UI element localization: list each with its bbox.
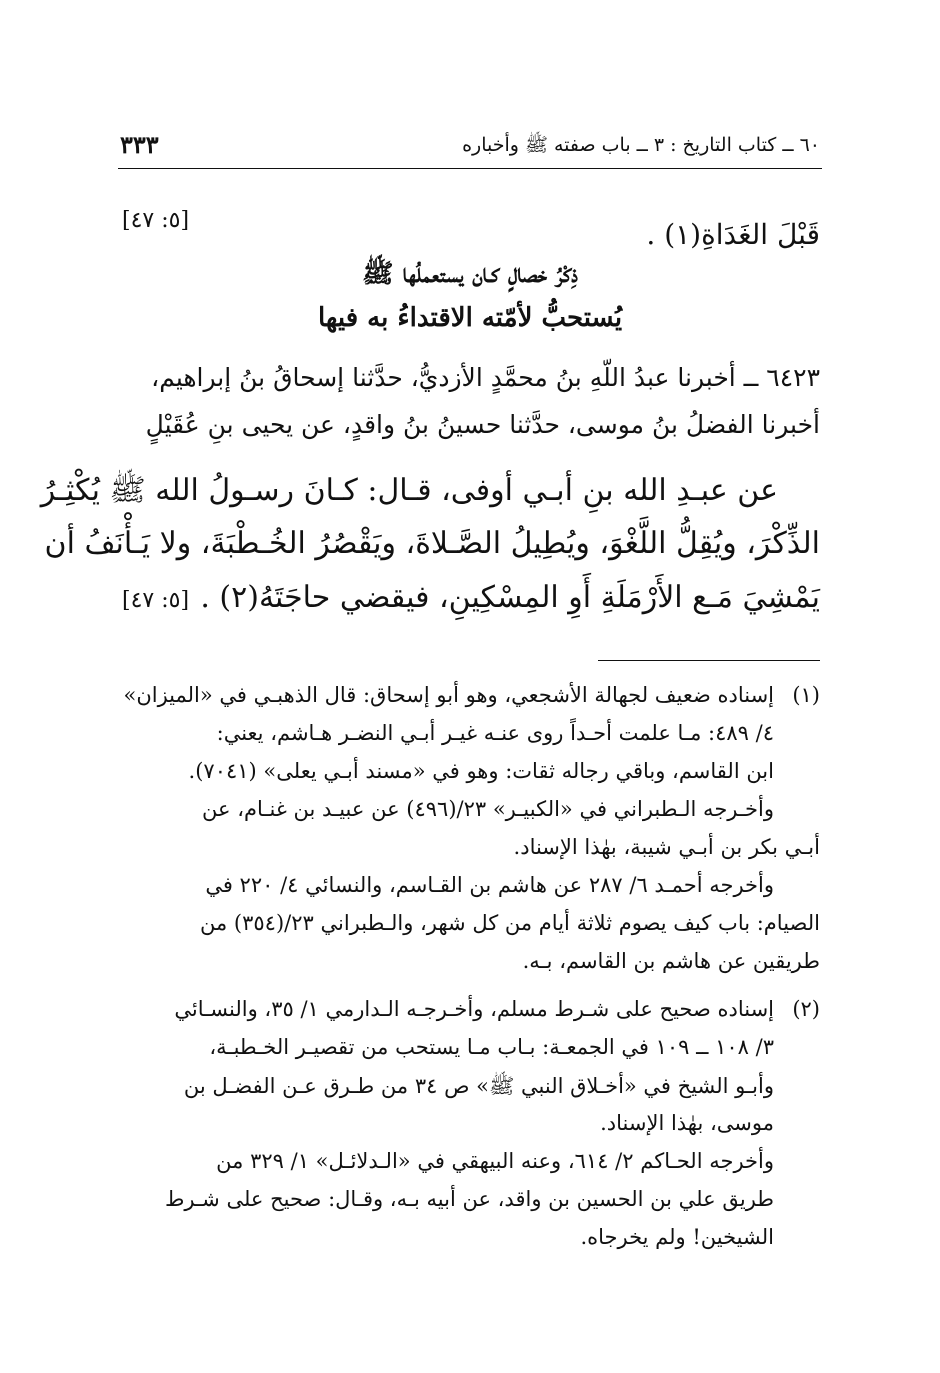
footnote-line: وأبـو الشيخ في «أخـلاق النبي ﷺ» ص ٣٤ من طـرق عـن الفضـل بن — [183, 1074, 774, 1098]
header-rule — [118, 168, 822, 169]
isnad-line: أخبرنا الفضلُ بنُ موسى، حدَّثنا حسينُ بنُ واقدٍ، عن يحيى بنِ عُقَيْلٍ — [145, 410, 820, 439]
footnote-number: (١) — [792, 683, 820, 707]
matn-line: الذِّكْرَ، ويُقِلُّ اللَّغْوَ، ويُطِيلُ الصَّـلاةَ، ويَقْصُرُ الخُـطْبَةَ، ولا يَـأْنَفُ أن — [44, 526, 820, 561]
running-head: ٦٠ ــ كتاب التاريخ : ٣ ــ باب صفته ﷺ وأخباره — [462, 134, 820, 156]
footnote-line: ٤/ ٤٨٩: مـا علمت أحـداً روى عنـه غيـر أبـي النضـر هـاشم، يعني: — [216, 721, 774, 745]
page-number: ٣٣٣ — [120, 130, 159, 159]
matn-line: عن عبـدِ الله بنِ أبـي أوفى، قـال: كـانَ رسـولُ الله ﷺ يُكْثِـرُ — [40, 473, 778, 508]
footnote-line: وأخـرجه الـطبراني في «الكبيـر» ٢٣/(٤٩٦) عن عبيـد بن غنـام، عن — [202, 797, 774, 821]
reference-tag: [٥: ٤٧] — [122, 208, 190, 233]
footnote-number: (٢) — [792, 997, 820, 1021]
footnote-line: إسناده صحيح على شـرط مسلم، وأخـرجـه الـدارمي ١/ ٣٥، والنسـائي — [174, 997, 774, 1021]
footnote-line: وأخرجه الحـاكم ٢/ ٦١٤، وعنه البيهقي في «الـدلائـل» ١/ ٣٢٩ من — [216, 1149, 774, 1173]
footnote-line: أبـي بكر بن أبـي شيبة، بهٰذا الإسناد. — [513, 835, 820, 859]
section-heading-line2: يُستحبُّ لأمّته الاقتداءُ به فيها — [317, 303, 623, 333]
footnote-line: طريقين عن هاشم بن القاسم، بـه. — [522, 949, 820, 973]
isnad-line: ٦٤٢٣ ــ أخبرنا عبدُ اللّهِ بنُ محمَّدٍ الأزديُّ، حدَّثنا إسحاقُ بنُ إبراهيم، — [151, 363, 820, 392]
footnote-line: الشيخين! ولم يخرجاه. — [580, 1225, 774, 1249]
footnote-line: ابن القاسم، وباقي رجاله ثقات: وهو في «مسند أبـي يعلى» (٧٠٤١). — [188, 759, 774, 783]
matn-line: يَمْشِيَ مَـع الأَرْمَلَةِ أَوِ المِسْكِينِ، فيقضي حاجَتَهُ(٢) . — [200, 580, 820, 615]
footnote-line: إسناده ضعيف لجهالة الأشجعي، وهو أبو إسحاق: قال الذهبـي في «الميزان» — [123, 683, 774, 707]
footnote-line: الصيام: باب كيف يصوم ثلاثة أيام من كل شهر، والـطبراني ٢٣/(٣٥٤) من — [200, 911, 820, 935]
reference-tag: [٥: ٤٧] — [122, 588, 190, 613]
footnote-line: ٣/ ١٠٨ ــ ١٠٩ في الجمعـة: بـاب مـا يستحب من تقصيـر الخـطبـة، — [209, 1035, 774, 1059]
footnote-rule — [598, 660, 820, 661]
footnote-line: وأخرجه أحمـد ٦/ ٢٨٧ عن هاشم بن القـاسم، والنسائي ٤/ ٢٢٠ في — [205, 873, 774, 897]
footnote-line: طريق علي بن الحسين بن واقد، عن أبيه بـه، وقـال: صحيح على شـرط — [165, 1187, 774, 1211]
footnote-line: موسى، بهٰذا الإسناد. — [600, 1111, 774, 1135]
section-heading-line1: ذِكْرُ خصالٍ كـان يستعملُها ﷺ — [362, 259, 578, 289]
continuation-line: قَبْلَ الغَدَاةِ(١) . — [646, 218, 820, 251]
